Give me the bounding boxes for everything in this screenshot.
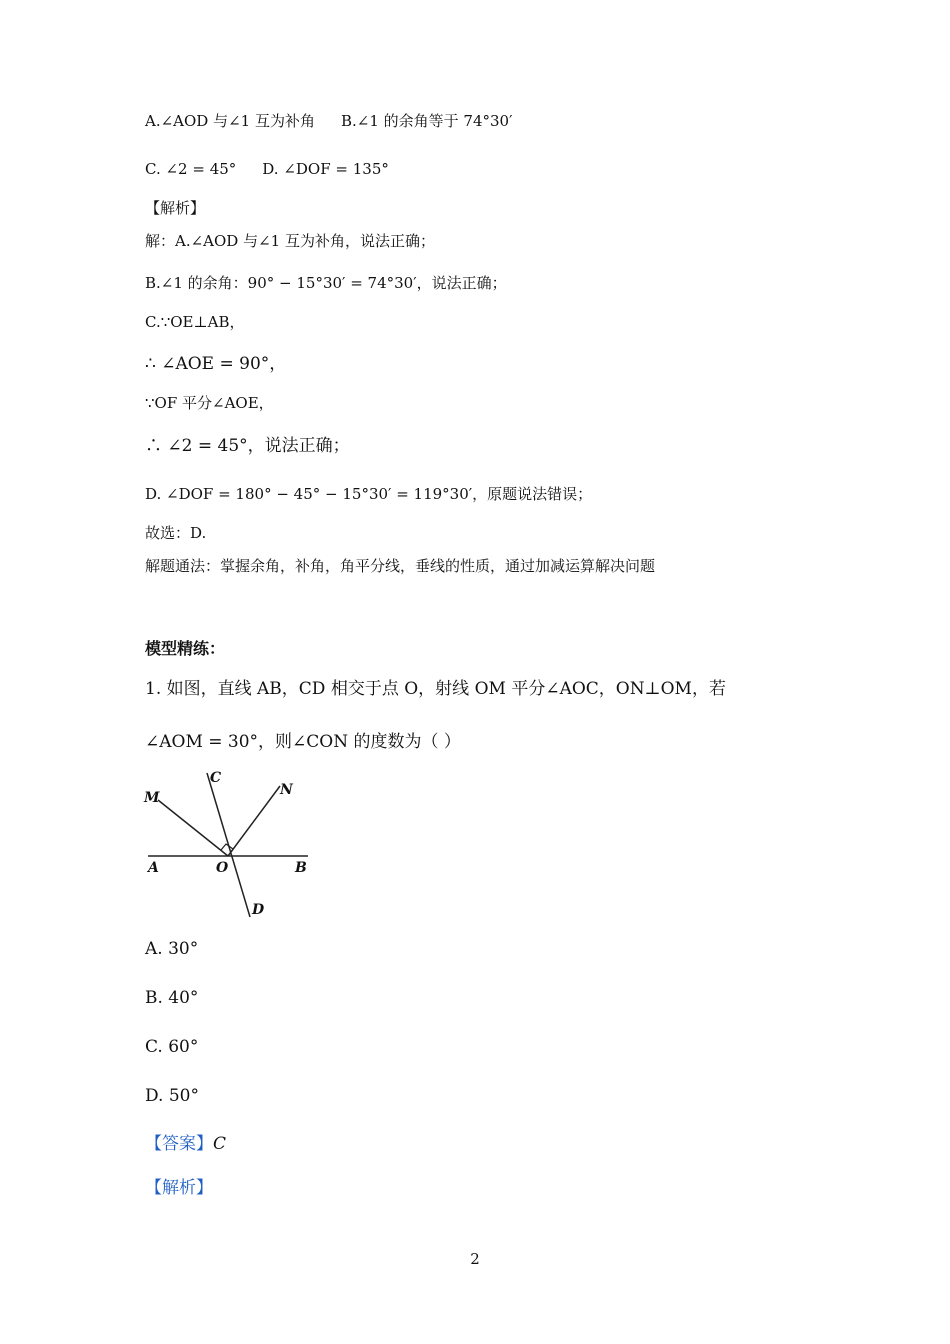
label-a: A — [148, 860, 159, 876]
label-o: O — [216, 860, 229, 876]
page-number: 2 — [470, 1250, 480, 1268]
prev-options-row-1 — [145, 110, 513, 132]
question-line-1: 1. 如图，直线 AB，CD 相交于点 O，射线 OM 平分∠AOC，ON⊥OM，若 — [145, 679, 726, 699]
answer-value: C — [213, 1134, 227, 1154]
option-b: B. 40° — [145, 988, 199, 1008]
answer-row — [145, 1133, 226, 1155]
prev-step-5: ∵OF 平分∠AOE， — [145, 394, 274, 412]
prev-step-9: 解题通法：掌握余角，补角，角平分线，垂线的性质，通过加减运算解决问题 — [145, 557, 656, 575]
right-angle-mark — [221, 844, 233, 850]
prev-step-7: D. ∠DOF = 180° − 45° − 15°30′ = 119°30′，原题说法错误； — [145, 485, 593, 503]
label-c: C — [210, 770, 222, 786]
prev-step-1: 解：A.∠AOD 与∠1 互为补角，说法正确； — [145, 232, 435, 250]
option-d: D. 50° — [145, 1086, 199, 1106]
label-n: N — [280, 782, 293, 798]
practice-heading: 模型精练： — [145, 639, 226, 658]
prev-option-a: A.∠AOD 与∠1 互为补角 — [145, 112, 315, 130]
answer-tag: 【答案】 — [145, 1134, 213, 1154]
ray-on — [228, 786, 280, 856]
prev-step-3: C.∵OE⊥AB， — [145, 313, 245, 331]
prev-option-c: C. ∠2 = 45° — [145, 160, 237, 178]
prev-step-6: ∴ ∠2 = 45°，说法正确； — [145, 436, 350, 456]
prev-step-2: B.∠1 的余角：90° − 15°30′ = 74°30′，说法正确； — [145, 274, 507, 292]
question-line-2: ∠AOM = 30°，则∠CON 的度数为（ ） — [145, 732, 461, 752]
option-c: C. 60° — [145, 1037, 199, 1057]
practice-analysis-heading: 【解析】 — [145, 1178, 213, 1198]
geometry-figure — [140, 765, 320, 925]
prev-analysis-heading: 【解析】 — [145, 199, 206, 217]
option-a: A. 30° — [145, 939, 199, 959]
label-m: M — [144, 790, 160, 806]
prev-option-b: B.∠1 的余角等于 74°30′ — [340, 112, 513, 130]
prev-option-d: D. ∠DOF = 135° — [262, 160, 389, 178]
prev-step-8: 故选：D. — [145, 524, 207, 542]
label-b: B — [295, 860, 307, 876]
prev-step-4: ∴ ∠AOE = 90°， — [145, 354, 287, 374]
prev-options-row-2 — [145, 158, 389, 180]
label-d: D — [252, 902, 265, 918]
